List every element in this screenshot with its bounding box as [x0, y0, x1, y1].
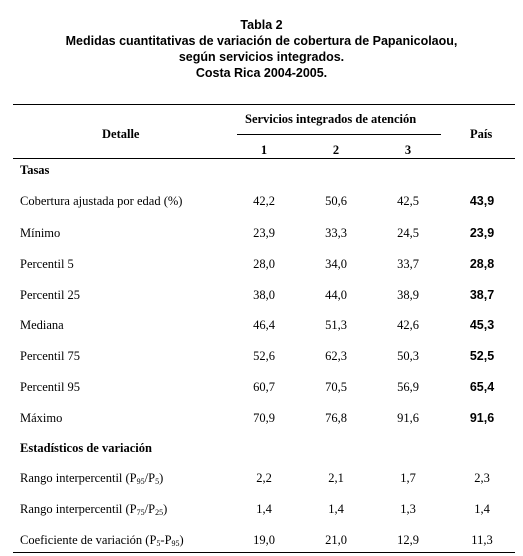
cell-col-2: 33,3: [325, 226, 347, 240]
table-caption-line: Medidas cuantitativas de variación de cobertura de Papanicolaou,: [65, 34, 458, 48]
cell-col-2: 50,6: [325, 194, 347, 208]
cell-col-1: 23,9: [253, 226, 275, 240]
header-col-3: 3: [404, 143, 412, 157]
cell-pais: 45,3: [469, 318, 495, 332]
header-detalle: Detalle: [102, 127, 140, 141]
cell-pais: 2,3: [474, 471, 490, 485]
cell-pais: 11,3: [471, 533, 493, 547]
table-caption-title: Tabla 2: [240, 18, 283, 32]
cell-pais: 65,4: [469, 380, 495, 394]
header-col-1: 1: [260, 143, 268, 157]
table-caption-line: según servicios integrados.: [178, 50, 345, 64]
cell-pais: 91,6: [469, 411, 495, 425]
row-label: Percentil 95: [20, 380, 81, 394]
cell-col-1: 42,2: [253, 194, 275, 208]
cell-col-3: 24,5: [397, 226, 419, 240]
cell-col-1: 2,2: [256, 471, 272, 485]
cell-col-1: 19,0: [253, 533, 275, 547]
cell-col-3: 33,7: [397, 257, 419, 271]
row-label: Coeficiente de variación $(P_5-P_{95})$: [20, 533, 184, 548]
servicios-underline: [237, 134, 441, 135]
row-label: Percentil 5: [20, 257, 74, 271]
cell-col-3: 1,3: [400, 502, 416, 516]
cell-col-2: 51,3: [325, 318, 347, 332]
cell-pais: 38,7: [469, 288, 495, 302]
header-pais: País: [470, 127, 493, 141]
cell-col-2: 1,4: [328, 502, 344, 516]
cell-col-2: 70,5: [325, 380, 347, 394]
cell-col-3: 42,6: [397, 318, 419, 332]
cell-col-2: 21,0: [325, 533, 347, 547]
cell-col-3: 91,6: [397, 411, 419, 425]
section-tasas: Tasas: [20, 163, 50, 177]
cell-col-2: 76,8: [325, 411, 347, 425]
row-label: Rango interpercentil $(P_{95}/P_5)$: [20, 471, 164, 486]
section-estadisticos: Estadísticos de variación: [20, 441, 152, 455]
row-label: Rango interpercentil $(P_{75}/P_{25})$: [20, 502, 168, 517]
cell-col-3: 42,5: [397, 194, 419, 208]
cell-col-2: 62,3: [325, 349, 347, 363]
row-label: Percentil 25: [20, 288, 81, 302]
cell-col-3: 38,9: [397, 288, 419, 302]
cell-pais: 43,9: [469, 194, 495, 208]
cell-col-1: 28,0: [253, 257, 275, 271]
cell-col-2: 44,0: [325, 288, 347, 302]
cell-pais: 28,8: [469, 257, 495, 271]
header-bottom-rule: [13, 158, 515, 159]
cell-pais: 1,4: [474, 502, 490, 516]
row-label: Cobertura ajustada por edad (%): [20, 194, 183, 208]
row-label: Mediana: [20, 318, 64, 332]
row-label: Mínimo: [20, 226, 61, 240]
cell-col-3: 12,9: [397, 533, 419, 547]
cell-col-3: 1,7: [400, 471, 416, 485]
cell-col-1: 46,4: [253, 318, 275, 332]
cell-col-1: 70,9: [253, 411, 275, 425]
cell-col-3: 50,3: [397, 349, 419, 363]
cell-col-1: 52,6: [253, 349, 275, 363]
cell-col-1: 38,0: [253, 288, 275, 302]
cell-col-2: 2,1: [328, 471, 344, 485]
cell-col-1: 60,7: [253, 380, 275, 394]
table-caption-line: Costa Rica 2004-2005.: [195, 66, 328, 80]
cell-col-1: 1,4: [256, 502, 272, 516]
table-bottom-rule: [13, 552, 515, 553]
header-col-2: 2: [332, 143, 340, 157]
table-top-rule: [13, 104, 515, 105]
header-servicios: Servicios integrados de atención: [245, 112, 417, 126]
cell-col-2: 34,0: [325, 257, 347, 271]
row-label: Percentil 75: [20, 349, 81, 363]
cell-pais: 52,5: [469, 349, 495, 363]
cell-col-3: 56,9: [397, 380, 419, 394]
row-label: Máximo: [20, 411, 63, 425]
cell-pais: 23,9: [469, 226, 495, 240]
